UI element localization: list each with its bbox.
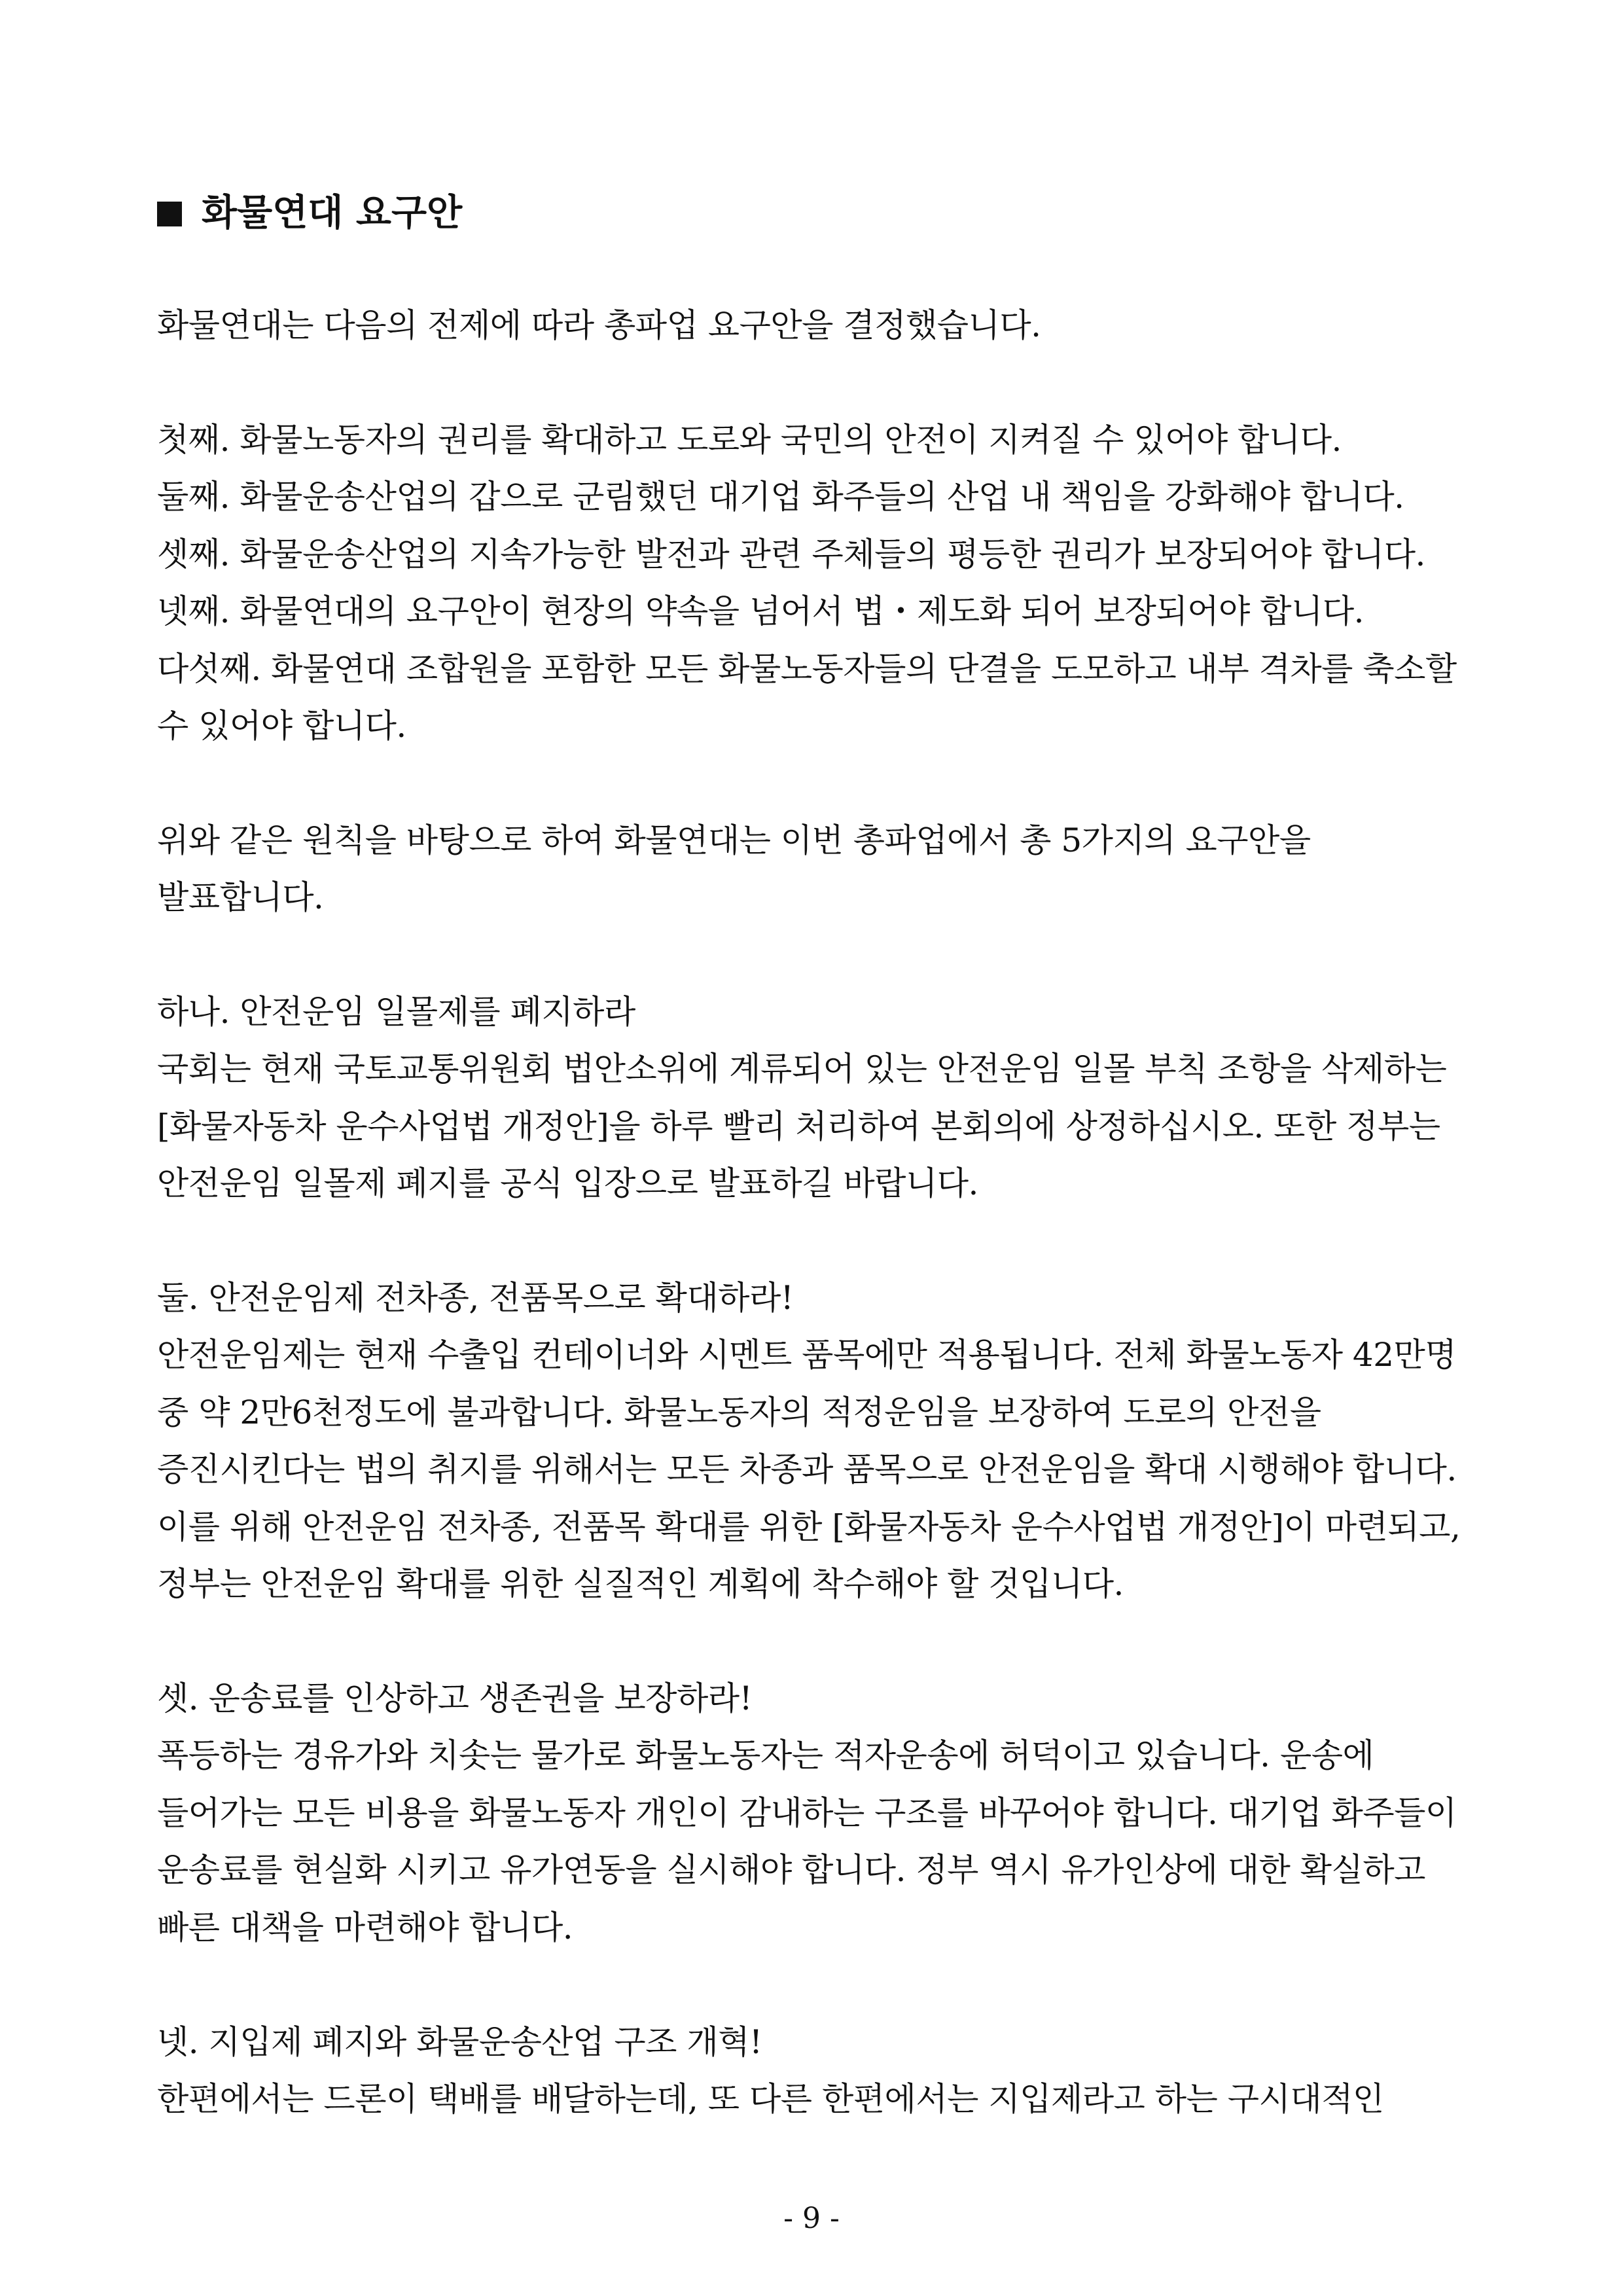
demand-4-title: 넷. 지입제 폐지와 화물운송산업 구조 개혁! <box>157 2023 762 2061</box>
principle-3: 셋째. 화물운송산업의 지속가능한 발전과 관련 주체들의 평등한 권리가 보장되어야 합니다. <box>157 535 1425 573</box>
demand-3-line-3: 운송료를 현실화 시키고 유가연동을 실시해야 합니다. 정부 역시 유가인상에 대한 확실하고 <box>157 1851 1425 1889</box>
principle-1: 첫째. 화물노동자의 권리를 확대하고 도로와 국민의 안전이 지켜질 수 있어야 합니다. <box>157 421 1342 459</box>
page-number: - 9 - <box>783 2202 840 2235</box>
demand-1-line-1: 국회는 현재 국토교통위원회 법안소위에 계류되어 있는 안전운임 일몰 부칙 조항을 삭제하는 <box>157 1050 1447 1088</box>
demand-3-line-2: 들어가는 모든 비용을 화물노동자 개인이 감내하는 구조를 바꾸어야 합니다. 대기업 화주들이 <box>157 1794 1457 1832</box>
section-heading-text: 화물연대 요구안 <box>202 192 463 234</box>
demand-2-line-5: 정부는 안전운임 확대를 위한 실질적인 계획에 착수해야 할 것입니다. <box>157 1565 1124 1603</box>
black-square-bullet-icon <box>157 202 182 226</box>
demand-1-line-3: 안전운임 일몰제 폐지를 공식 입장으로 발표하길 바랍니다. <box>157 1164 978 1202</box>
intro-line: 화물연대는 다음의 전제에 따라 총파업 요구안을 결정했습니다. <box>157 306 1041 344</box>
demand-2-line-3: 증진시킨다는 법의 취지를 위해서는 모든 차종과 품목으로 안전운임을 확대 시행해야 합니다. <box>157 1450 1457 1488</box>
demand-3-line-4: 빠른 대책을 마련해야 합니다. <box>157 1909 573 1946</box>
demand-1-title: 하나. 안전운임 일몰제를 폐지하라 <box>157 993 635 1031</box>
principle-2: 둘째. 화물운송산업의 갑으로 군림했던 대기업 화주들의 산업 내 책임을 강화해야 합니다. <box>157 478 1404 516</box>
demand-2-title: 둘. 안전운임제 전차종, 전품목으로 확대하라! <box>157 1279 794 1317</box>
principle-5-line-2: 수 있어야 합니다. <box>157 707 406 745</box>
demand-4-line-1: 한편에서는 드론이 택배를 배달하는데, 또 다른 한편에서는 지입제라고 하는 구시대적인 <box>157 2080 1384 2118</box>
demand-3-line-1: 폭등하는 경유가와 치솟는 물가로 화물노동자는 적자운송에 허덕이고 있습니다. 운송에 <box>157 1736 1374 1774</box>
principle-4: 넷째. 화물연대의 요구안이 현장의 약속을 넘어서 법・제도화 되어 보장되어야 합니다. <box>157 592 1364 630</box>
demand-2-line-4: 이를 위해 안전운임 전차종, 전품목 확대를 위한 [화물자동차 운수사업법 개정안]이 마련되고, <box>157 1508 1461 1546</box>
summary-line-1: 위와 같은 원칙을 바탕으로 하여 화물연대는 이번 총파업에서 총 5가지의 요구안을 <box>157 821 1311 859</box>
demand-2-line-2: 중 약 2만6천정도에 불과합니다. 화물노동자의 적정운임을 보장하여 도로의 안전을 <box>157 1393 1321 1431</box>
summary-line-2: 발표합니다. <box>157 878 324 916</box>
demand-2-line-1: 안전운임제는 현재 수출입 컨테이너와 시멘트 품목에만 적용됩니다. 전체 화물노동자 42만명 <box>157 1336 1457 1374</box>
demand-1-line-2: [화물자동차 운수사업법 개정안]을 하루 빨리 처리하여 본회의에 상정하십시오. 또한 정부는 <box>157 1107 1440 1145</box>
demand-3-title: 셋. 운송료를 인상하고 생존권을 보장하라! <box>157 1679 753 1717</box>
section-heading <box>157 187 462 240</box>
principle-5-line-1: 다섯째. 화물연대 조합원을 포함한 모든 화물노동자들의 단결을 도모하고 내부 격차를 축소할 <box>157 650 1457 688</box>
